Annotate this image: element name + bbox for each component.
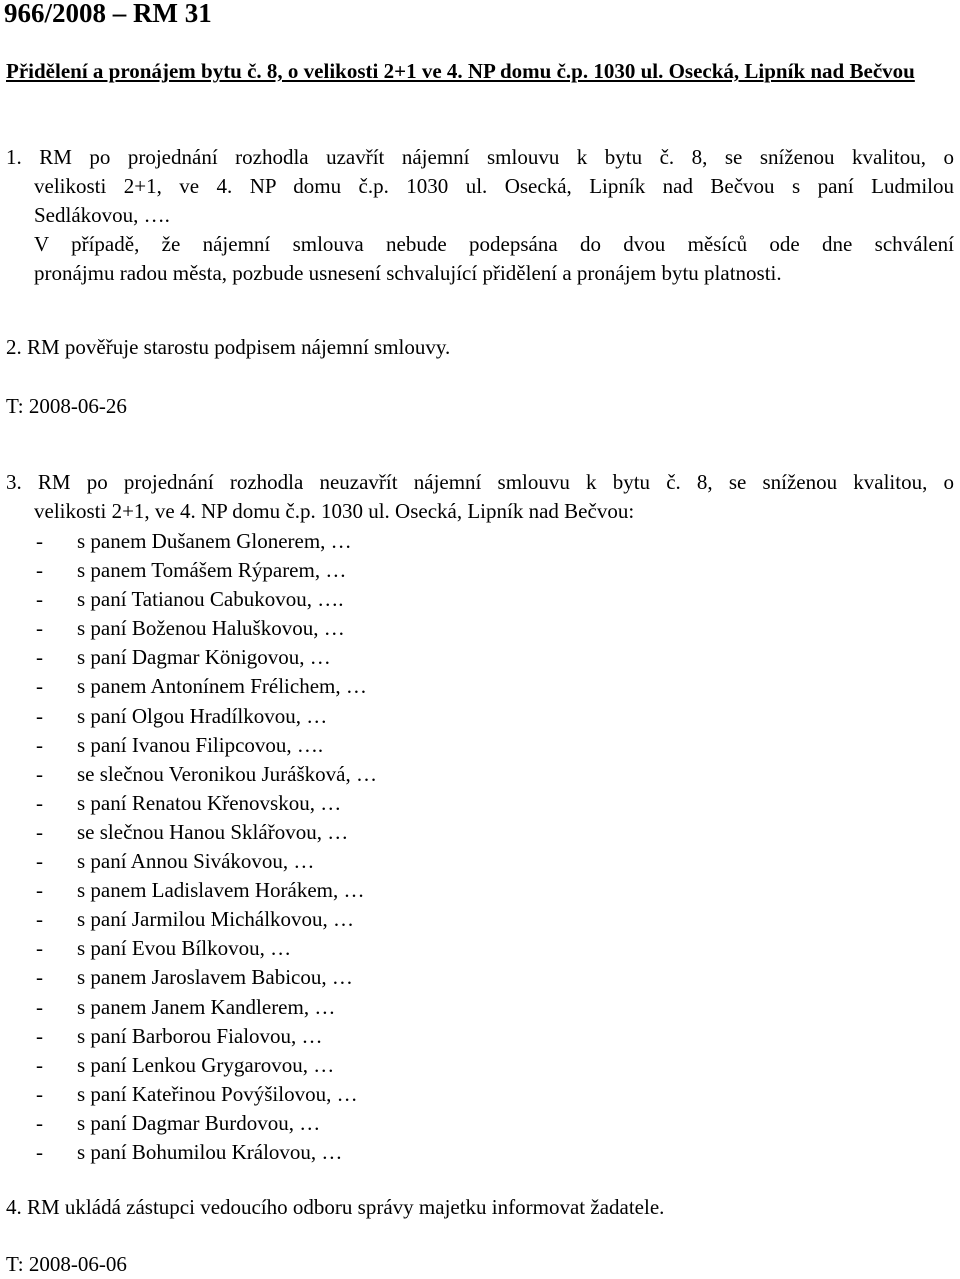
item1-continuation — [6, 172, 954, 288]
applicant-list-item — [36, 672, 377, 701]
resolution-item-1 — [6, 143, 954, 288]
list-dash: - — [36, 703, 43, 728]
applicant-list-item — [36, 1022, 377, 1051]
applicant-list-item — [36, 789, 377, 818]
applicant-list-item — [36, 1051, 377, 1080]
resolution-item-2: 2. RM pověřuje starostu podpisem nájemní smlouvy. — [6, 335, 451, 359]
item1-line-5: pronájmu radou města, pozbude usnesení schvalující přidělení a pronájem bytu platnosti. — [34, 261, 782, 285]
list-dash: - — [36, 616, 43, 641]
applicant-list-item — [36, 643, 377, 672]
applicant-list-item — [36, 818, 377, 847]
list-dash: - — [36, 1139, 43, 1164]
list-dash: - — [36, 761, 43, 786]
list-dash: - — [36, 1023, 43, 1048]
resolution-item-4: 4. RM ukládá zástupci vedoucího odboru správy majetku informovat žadatele. — [6, 1195, 665, 1219]
list-dash: - — [36, 1081, 43, 1106]
applicant-name: s panem Janem Kandlerem, … — [77, 994, 336, 1019]
list-dash: - — [36, 674, 43, 699]
applicant-name: se slečnou Hanou Sklářovou, … — [77, 819, 349, 844]
term-date-2: T: 2008-06-06 — [6, 1252, 127, 1276]
applicant-name: s paní Dagmar Burdovou, … — [77, 1110, 321, 1135]
applicant-name: s paní Kateřinou Povýšilovou, … — [77, 1081, 358, 1106]
resolution-subject: Přidělení a pronájem bytu č. 8, o velikosti 2+1 ve 4. NP domu č.p. 1030 ul. Osecká, Lipník nad Bečvou — [6, 59, 915, 83]
applicant-list-item — [36, 1138, 377, 1167]
list-dash: - — [36, 907, 43, 932]
applicant-name: s paní Jarmilou Michálkovou, … — [77, 907, 355, 932]
applicant-list-item — [36, 760, 377, 789]
applicant-list-item — [36, 993, 377, 1022]
applicant-list-item — [36, 905, 377, 934]
applicant-list-item — [36, 847, 377, 876]
item1-line-4: V případě, že nájemní smlouva nebude podepsána do dvou měsíců ode dne schválení — [34, 232, 954, 256]
applicant-list-item — [36, 614, 377, 643]
list-dash: - — [36, 529, 43, 553]
list-dash: - — [36, 1052, 43, 1077]
applicant-name: s paní Renatou Křenovskou, … — [77, 790, 342, 815]
item1-line-3: Sedlákovou, …. — [34, 203, 170, 227]
applicant-name: s panem Dušanem Glonerem, … — [77, 529, 352, 553]
list-dash: - — [36, 994, 43, 1019]
applicant-list — [36, 527, 377, 1167]
resolution-item-3 — [6, 468, 954, 526]
item1-line-2: velikosti 2+1, ve 4. NP domu č.p. 1030 ul. Osecká, Lipník nad Bečvou s paní Ludmilou — [34, 174, 954, 198]
list-dash: - — [36, 849, 43, 874]
applicant-list-item — [36, 702, 377, 731]
applicant-list-item — [36, 1109, 377, 1138]
applicant-name: s paní Boženou Haluškovou, … — [77, 616, 345, 641]
item1-line-1: 1. RM po projednání rozhodla uzavřít nájemní smlouvu k bytu č. 8, se sníženou kvalitou, o — [6, 145, 954, 169]
applicant-name: s panem Antonínem Frélichem, … — [77, 674, 367, 699]
applicant-list-item — [36, 527, 377, 556]
applicant-list-item — [36, 556, 377, 585]
applicant-list-item — [36, 1080, 377, 1109]
list-dash: - — [36, 1110, 43, 1135]
applicant-name: s paní Tatianou Cabukovou, …. — [77, 587, 344, 612]
applicant-list-item — [36, 585, 377, 614]
applicant-list-item — [36, 934, 377, 963]
list-dash: - — [36, 878, 43, 903]
list-dash: - — [36, 936, 43, 961]
list-dash: - — [36, 965, 43, 990]
applicant-name: s paní Olgou Hradílkovou, … — [77, 703, 328, 728]
item3-line-1: 3. RM po projednání rozhodla neuzavřít nájemní smlouvu k bytu č. 8, se sníženou kvalitou, o — [6, 470, 954, 494]
applicant-name: se slečnou Veronikou Jurášková, … — [77, 761, 377, 786]
list-dash: - — [36, 558, 43, 583]
applicant-list-item — [36, 963, 377, 992]
list-dash: - — [36, 587, 43, 612]
applicant-name: s panem Ladislavem Horákem, … — [77, 878, 365, 903]
resolution-number: 966/2008 – RM 31 — [4, 0, 212, 28]
list-dash: - — [36, 645, 43, 670]
applicant-name: s paní Bohumilou Královou, … — [77, 1139, 343, 1164]
applicant-name: s paní Dagmar Königovou, … — [77, 645, 331, 670]
applicant-name: s paní Barborou Fialovou, … — [77, 1023, 323, 1048]
list-dash: - — [36, 732, 43, 757]
applicant-list-item — [36, 731, 377, 760]
applicant-name: s paní Evou Bílkovou, … — [77, 936, 292, 961]
applicant-name: s paní Annou Sivákovou, … — [77, 849, 315, 874]
applicant-list-item — [36, 876, 377, 905]
item3-line-2: velikosti 2+1, ve 4. NP domu č.p. 1030 ul. Osecká, Lipník nad Bečvou: — [34, 499, 635, 523]
list-dash: - — [36, 819, 43, 844]
term-date-1: T: 2008-06-26 — [6, 394, 127, 418]
applicant-name: s paní Lenkou Grygarovou, … — [77, 1052, 335, 1077]
applicant-name: s paní Ivanou Filipcovou, …. — [77, 732, 324, 757]
applicant-name: s panem Tomášem Rýparem, … — [77, 558, 347, 583]
list-dash: - — [36, 790, 43, 815]
applicant-name: s panem Jaroslavem Babicou, … — [77, 965, 353, 990]
